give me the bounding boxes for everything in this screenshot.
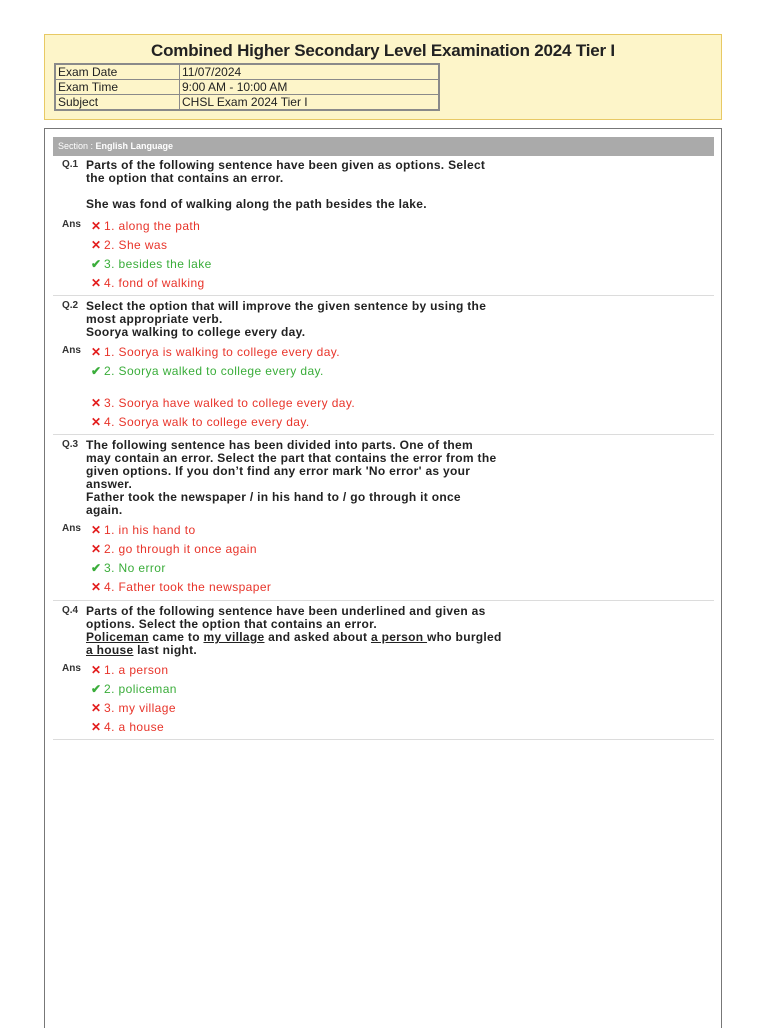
option-text: 3. Soorya have walked to college every day. bbox=[104, 396, 356, 410]
option bbox=[91, 523, 196, 537]
ans-label: Ans bbox=[62, 219, 81, 230]
question-block bbox=[53, 439, 714, 601]
info-value: 11/07/2024 bbox=[180, 64, 440, 80]
option-text: 4. Father took the newspaper bbox=[104, 580, 272, 594]
option bbox=[91, 720, 164, 734]
question-block bbox=[53, 159, 714, 296]
question-block bbox=[53, 605, 714, 740]
option-text: 1. a person bbox=[104, 663, 169, 677]
question-text bbox=[86, 159, 526, 211]
question-line: options. Select the option that contains an error. bbox=[86, 617, 378, 631]
question-sentence bbox=[86, 644, 526, 657]
cross-icon: ✕ bbox=[91, 701, 102, 715]
question-line: The following sentence has been divided into parts. One of them bbox=[86, 438, 473, 452]
question-line: again. bbox=[86, 503, 123, 517]
question-number: Q.1 bbox=[62, 159, 79, 170]
underlined-part: my village bbox=[203, 630, 265, 644]
option-text: 3. my village bbox=[104, 701, 176, 715]
cross-icon: ✕ bbox=[91, 276, 102, 290]
question-number: Q.4 bbox=[62, 605, 79, 616]
option bbox=[91, 238, 167, 252]
question-line: most appropriate verb. bbox=[86, 312, 223, 326]
option bbox=[91, 542, 257, 556]
question-line: may contain an error. Select the part that contains the error from the bbox=[86, 451, 497, 465]
option-text: 3. No error bbox=[104, 561, 166, 575]
info-value: 9:00 AM - 10:00 AM bbox=[180, 80, 440, 95]
option-text: 3. besides the lake bbox=[104, 257, 212, 271]
question-sentence: She was fond of walking along the path besides the lake. bbox=[86, 197, 427, 211]
question-line: answer. bbox=[86, 477, 133, 491]
cross-icon: ✕ bbox=[91, 238, 102, 252]
check-icon: ✔ bbox=[91, 257, 102, 271]
question-line: the option that contains an error. bbox=[86, 171, 284, 185]
option bbox=[91, 580, 271, 594]
sentence-text: and asked about bbox=[264, 630, 371, 644]
option-text: 1. in his hand to bbox=[104, 523, 196, 537]
cross-icon: ✕ bbox=[91, 345, 102, 359]
cross-icon: ✕ bbox=[91, 720, 102, 734]
info-label: Subject bbox=[55, 95, 180, 111]
option-text: 1. along the path bbox=[104, 219, 201, 233]
option bbox=[91, 396, 355, 410]
option-text: 4. a house bbox=[104, 720, 165, 734]
option bbox=[91, 682, 177, 696]
check-icon: ✔ bbox=[91, 364, 102, 378]
check-icon: ✔ bbox=[91, 682, 102, 696]
section-prefix: Section : bbox=[58, 141, 96, 151]
info-label: Exam Time bbox=[55, 80, 180, 95]
question-line: Father took the newspaper / in his hand to / go through it once bbox=[86, 490, 461, 504]
cross-icon: ✕ bbox=[91, 415, 102, 429]
option bbox=[91, 415, 310, 429]
option bbox=[91, 561, 166, 575]
option-text: 2. Soorya walked to college every day. bbox=[104, 364, 324, 378]
section-name: English Language bbox=[95, 141, 174, 151]
question-number: Q.2 bbox=[62, 300, 79, 311]
option bbox=[91, 663, 168, 677]
option-text: 2. go through it once again bbox=[104, 542, 257, 556]
option-text: 4. fond of walking bbox=[104, 276, 205, 290]
option-text: 4. Soorya walk to college every day. bbox=[104, 415, 310, 429]
option-text: 2. She was bbox=[104, 238, 168, 252]
question-line: Parts of the following sentence have been underlined and given as bbox=[86, 604, 486, 618]
question-line: Soorya walking to college every day. bbox=[86, 325, 306, 339]
section-bar bbox=[53, 137, 714, 156]
cross-icon: ✕ bbox=[91, 523, 102, 537]
underlined-part: a house bbox=[86, 643, 134, 657]
exam-title: Combined Higher Secondary Level Examination 2024 Tier I bbox=[151, 41, 615, 60]
exam-header bbox=[44, 34, 722, 120]
question-text bbox=[86, 605, 526, 657]
question-line: given options. If you don’t find any error mark 'No error' as your bbox=[86, 464, 471, 478]
option bbox=[91, 276, 205, 290]
option bbox=[91, 364, 324, 378]
question-number: Q.3 bbox=[62, 439, 79, 450]
underlined-part: a person bbox=[370, 630, 428, 644]
info-label: Exam Date bbox=[55, 64, 180, 80]
exam-info-table bbox=[54, 63, 440, 111]
question-block bbox=[53, 300, 714, 435]
question-text bbox=[86, 300, 526, 339]
sentence-text: who burgled bbox=[427, 630, 502, 644]
table-row bbox=[55, 95, 439, 111]
check-icon: ✔ bbox=[91, 561, 102, 575]
ans-label: Ans bbox=[62, 345, 81, 356]
sentence-text: last night. bbox=[133, 643, 198, 657]
option bbox=[91, 345, 340, 359]
table-row bbox=[55, 64, 439, 80]
info-value: CHSL Exam 2024 Tier I bbox=[180, 95, 440, 111]
cross-icon: ✕ bbox=[91, 580, 102, 594]
cross-icon: ✕ bbox=[91, 396, 102, 410]
question-text bbox=[86, 439, 526, 517]
ans-label: Ans bbox=[62, 523, 81, 534]
option-text: 1. Soorya is walking to college every day. bbox=[104, 345, 341, 359]
sentence-text: came to bbox=[148, 630, 204, 644]
option-text: 2. policeman bbox=[104, 682, 177, 696]
option bbox=[91, 701, 176, 715]
option bbox=[91, 219, 200, 233]
option bbox=[91, 257, 212, 271]
cross-icon: ✕ bbox=[91, 219, 102, 233]
question-line: Select the option that will improve the given sentence by using the bbox=[86, 299, 487, 313]
underlined-part: Policeman bbox=[86, 630, 149, 644]
question-line: Parts of the following sentence have been given as options. Select bbox=[86, 158, 486, 172]
cross-icon: ✕ bbox=[91, 663, 102, 677]
cross-icon: ✕ bbox=[91, 542, 102, 556]
question-panel bbox=[44, 128, 722, 1028]
ans-label: Ans bbox=[62, 663, 81, 674]
table-row bbox=[55, 80, 439, 95]
